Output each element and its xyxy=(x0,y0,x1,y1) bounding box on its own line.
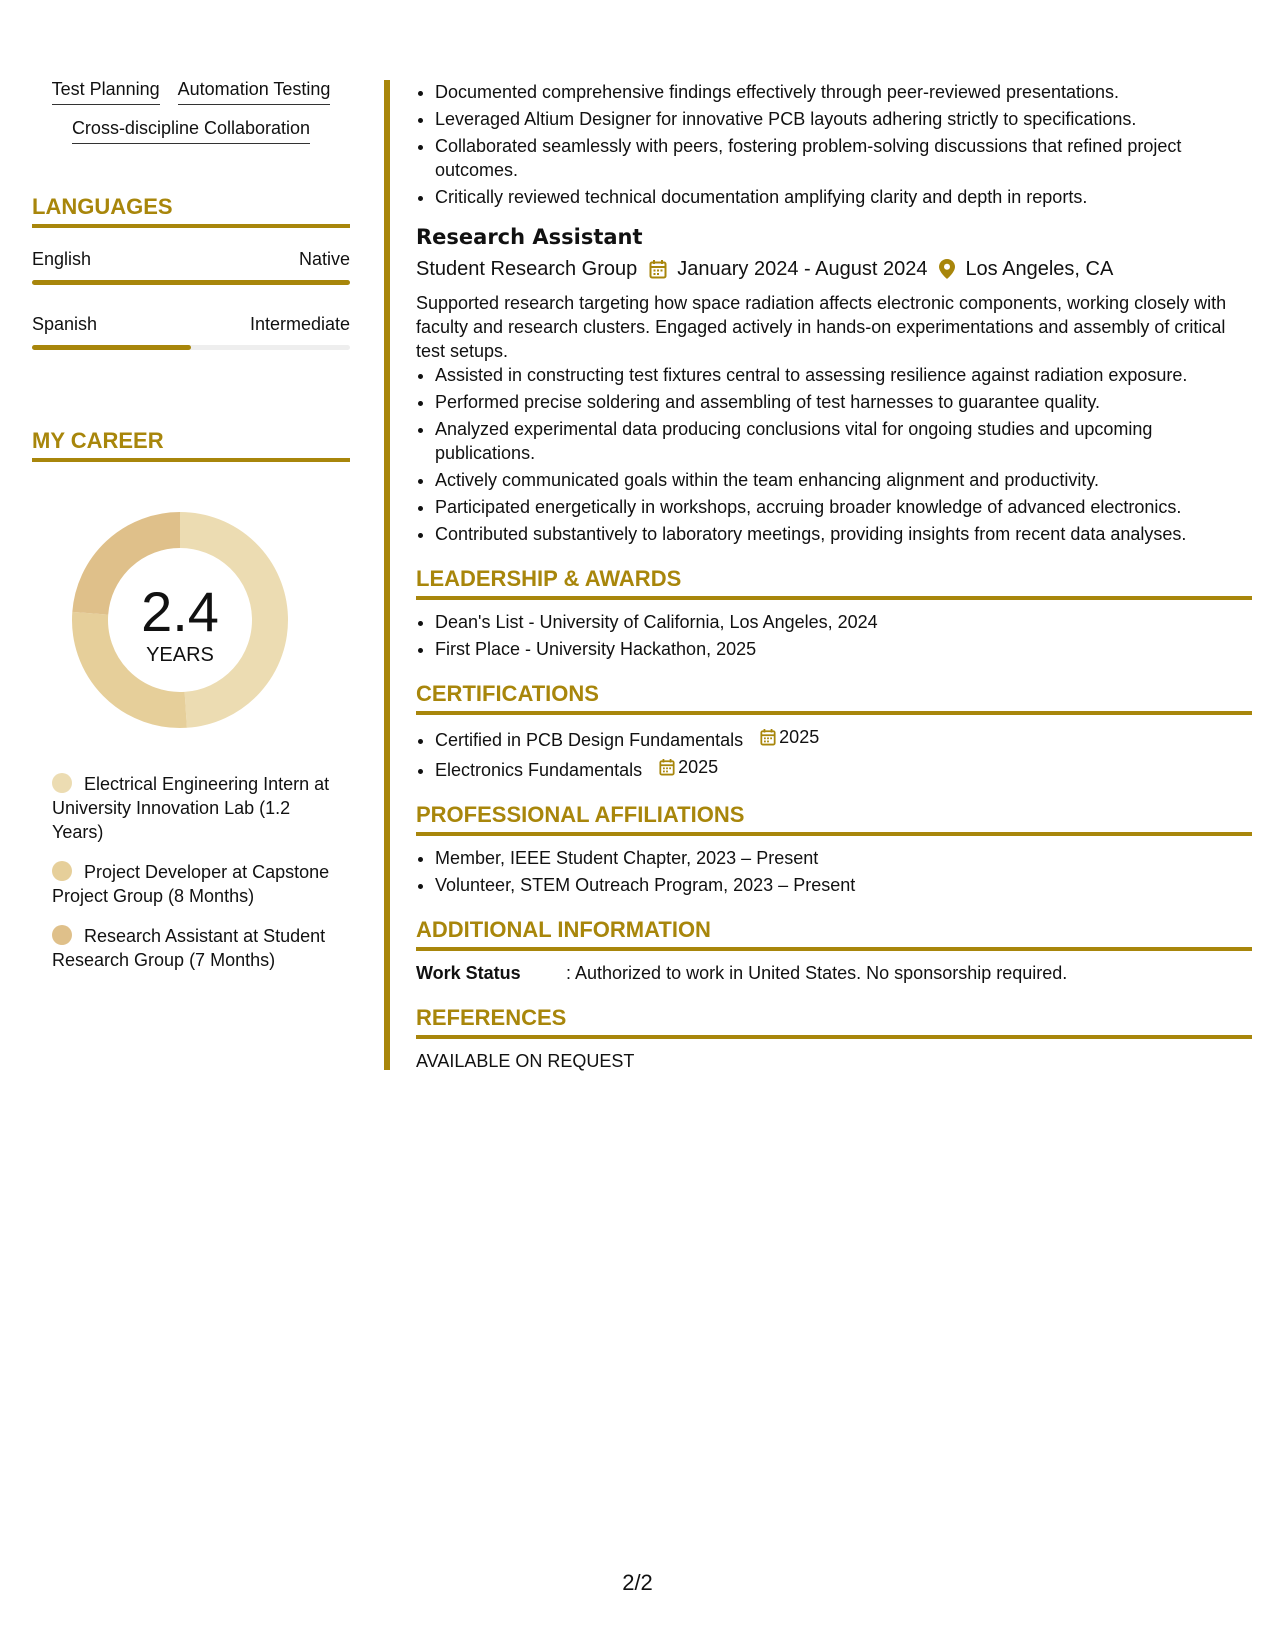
right-column xyxy=(416,80,1252,1073)
language-item xyxy=(32,248,350,285)
bullet-item: • Actively communicated goals within the team enhancing alignment and productivity. xyxy=(435,468,1252,492)
work-status-row xyxy=(416,961,1252,985)
certifications-list xyxy=(416,725,1252,782)
legend-dot xyxy=(52,861,72,881)
job-title: Research Assistant xyxy=(416,225,643,249)
language-name: Spanish xyxy=(32,314,98,334)
career-legend xyxy=(52,772,342,972)
calendar-icon xyxy=(659,758,675,776)
career-legend-item xyxy=(52,772,342,844)
career-legend-label: Electrical Engineering Intern at University Innovation Lab (1.2 Years) xyxy=(52,774,330,842)
job-bullets xyxy=(416,363,1252,546)
bullet-item: • Critically reviewed technical documentation amplifying clarity and depth in reports. xyxy=(435,185,1252,209)
work-status-label: Work Status xyxy=(416,963,521,983)
left-column xyxy=(32,78,350,988)
language-name: English xyxy=(32,249,92,269)
career-legend-label: Research Assistant at Student Research Group (7 Months) xyxy=(52,926,326,970)
career-legend-item xyxy=(52,924,342,972)
bullet-item: • Performed precise soldering and assembling of test harnesses to guarantee quality. xyxy=(435,390,1252,414)
affiliations-heading: PROFESSIONAL AFFILIATIONS xyxy=(416,802,1252,836)
bullet-item: • Dean's List - University of California, Los Angeles, 2024 xyxy=(435,610,1252,634)
career-donut-chart xyxy=(64,504,296,736)
work-status-value: : Authorized to work in United States. No sponsorship required. xyxy=(566,963,1068,983)
job-location: Los Angeles, CA xyxy=(965,258,1114,280)
bullet-item: • Analyzed experimental data producing conclusions vital for ongoing studies and upcoming publications. xyxy=(435,417,1252,465)
certification-year: 2025 xyxy=(779,727,820,747)
career-legend-item xyxy=(52,860,342,908)
career-legend-label: Project Developer at Capstone Project Group (8 Months) xyxy=(52,862,330,906)
certification-name: Certified in PCB Design Fundamentals xyxy=(435,730,744,750)
bullet-item: • Participated energetically in workshops, accruing broader knowledge of advanced electronics. xyxy=(435,495,1252,519)
skill-tag: Automation Testing xyxy=(178,78,331,105)
additional-info-heading: ADDITIONAL INFORMATION xyxy=(416,917,1252,951)
job-meta xyxy=(416,255,1252,283)
job-company: Student Research Group xyxy=(416,258,638,280)
calendar-icon xyxy=(649,259,667,279)
career-total-unit: YEARS xyxy=(146,644,214,666)
certification-year: 2025 xyxy=(678,757,719,777)
career-total-value: 2.4 xyxy=(141,580,219,643)
page-number: 2/2 xyxy=(622,1570,653,1595)
bullet-item: • Contributed substantively to laboratory meetings, providing insights from recent data analyses. xyxy=(435,522,1252,546)
leadership-heading: LEADERSHIP & AWARDS xyxy=(416,566,1252,600)
career-heading: MY CAREER xyxy=(32,428,350,462)
bullet-item: • Documented comprehensive findings effectively through peer-reviewed presentations. xyxy=(435,80,1252,104)
skill-tag: Test Planning xyxy=(52,78,160,105)
language-item xyxy=(32,313,350,350)
skills-list xyxy=(32,78,350,144)
language-bar-fill xyxy=(32,280,350,285)
previous-job-bullets xyxy=(416,80,1252,209)
languages-heading: LANGUAGES xyxy=(32,194,350,228)
language-bar xyxy=(32,280,350,285)
bullet-item: • Leveraged Altium Designer for innovative PCB layouts adhering strictly to specifications. xyxy=(435,107,1252,131)
bullet-item: • Assisted in constructing test fixtures central to assessing resilience against radiation exposure. xyxy=(435,363,1252,387)
references-heading: REFERENCES xyxy=(416,1005,1252,1039)
leadership-list xyxy=(416,610,1252,661)
language-level: Intermediate xyxy=(249,314,350,334)
certification-item xyxy=(435,755,1252,782)
job-description: Supported research targeting how space radiation affects electronic components, working closely with faculty and research clusters. Engaged actively in hands-on experimentations and assembly of critical test setups. xyxy=(416,293,1227,361)
bullet-item: • Member, IEEE Student Chapter, 2023 – Present xyxy=(435,846,1252,870)
references-text: AVAILABLE ON REQUEST xyxy=(416,1051,635,1071)
location-pin-icon xyxy=(939,259,955,279)
language-level: Native xyxy=(298,249,350,269)
certification-name: Electronics Fundamentals xyxy=(435,760,643,780)
legend-dot xyxy=(52,773,72,793)
language-bar-fill xyxy=(32,345,191,350)
bullet-item: • Volunteer, STEM Outreach Program, 2023 – Present xyxy=(435,873,1252,897)
job-dates: January 2024 - August 2024 xyxy=(677,258,928,280)
bullet-item: • First Place - University Hackathon, 2025 xyxy=(435,637,1252,661)
certification-item xyxy=(435,725,1252,752)
certifications-heading: CERTIFICATIONS xyxy=(416,681,1252,715)
calendar-icon xyxy=(760,728,776,746)
affiliations-list xyxy=(416,846,1252,897)
legend-dot xyxy=(52,925,72,945)
language-bar xyxy=(32,345,350,350)
bullet-item: • Collaborated seamlessly with peers, fostering problem-solving discussions that refined project outcomes. xyxy=(435,134,1252,182)
column-divider xyxy=(384,80,390,1070)
skill-tag: Cross-discipline Collaboration xyxy=(72,117,310,144)
